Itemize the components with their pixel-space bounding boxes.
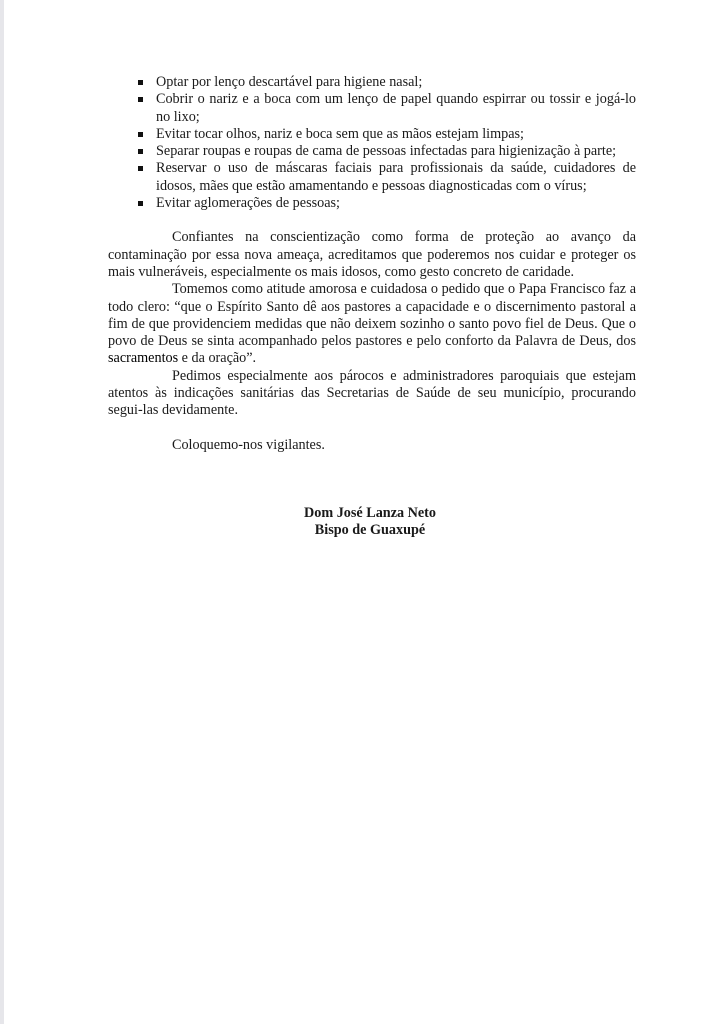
list-item-text: Optar por lenço descartável para higiene nasal; <box>156 74 423 90</box>
paragraph-parish-request: Pedimos especialmente aos párocos e administradores paroquiais que estejam atentos às indicações sanitárias das Secretarias de Saúde de seu município, procurando segui-las devidamente. <box>108 367 636 419</box>
bullet-square-icon <box>138 149 143 154</box>
list-item <box>138 160 636 195</box>
bullet-square-icon <box>138 97 143 102</box>
paragraph-text: Tomemos como atitude amorosa e cuidadosa o pedido que o Papa Francisco faz a todo clero: “que o Espírito Santo dê aos pastores a capacidade e o discernimento pastoral a fim de que providenciem medidas que não deixem sozinho o santo povo fiel de Deus. Que o povo de Deus se sinta acompanhado pelos pastores e pelo conforto da Palavra de Deus, dos <box>108 281 636 350</box>
list-item <box>138 143 636 160</box>
signatory-name: Dom José Lanza Neto <box>303 505 436 521</box>
bullet-square-icon <box>138 80 143 85</box>
closing-line: Coloquemo-nos vigilantes. <box>172 436 325 453</box>
list-item <box>138 195 636 212</box>
bullet-square-icon <box>138 132 143 137</box>
signatory-title: Bispo de Guaxupé <box>314 522 426 538</box>
list-item-text: Separar roupas e roupas de cama de pessoas infectadas para higienização à parte; <box>156 143 617 160</box>
emphasized-word: sacramentos <box>108 350 179 367</box>
list-item-text: Evitar tocar olhos, nariz e boca sem que as mãos estejam limpas; <box>156 125 524 142</box>
document-body <box>108 74 636 454</box>
document-page <box>4 0 728 1024</box>
list-item-text: Reservar o uso de máscaras faciais para profissionais da saúde, cuidadores de idosos, mães que estão amamentando e pessoas diagnosticadas com o vírus; <box>156 160 636 194</box>
recommendations-list <box>138 74 636 212</box>
list-item-text: Cobrir o nariz e a boca com um lenço de papel quando espirrar ou tossir e jogá-lo no lixo; <box>156 91 636 125</box>
list-item <box>138 126 636 143</box>
list-item-text: Evitar aglomerações de pessoas; <box>156 195 340 212</box>
list-item <box>138 74 636 91</box>
paragraph-awareness: Confiantes na conscientização como forma de proteção ao avanço da contaminação por essa nova ameaça, acreditamos que poderemos nos cuidar e proteger os mais vulneráveis, especialmente os mais idosos, como gesto concreto de caridade. <box>108 229 636 280</box>
paragraph-text: e da oração”. <box>178 350 257 367</box>
bullet-square-icon <box>138 166 143 171</box>
paragraph-pope-request <box>108 281 636 367</box>
signature-block <box>4 505 728 539</box>
list-item <box>138 91 636 126</box>
bullet-square-icon <box>138 201 143 206</box>
